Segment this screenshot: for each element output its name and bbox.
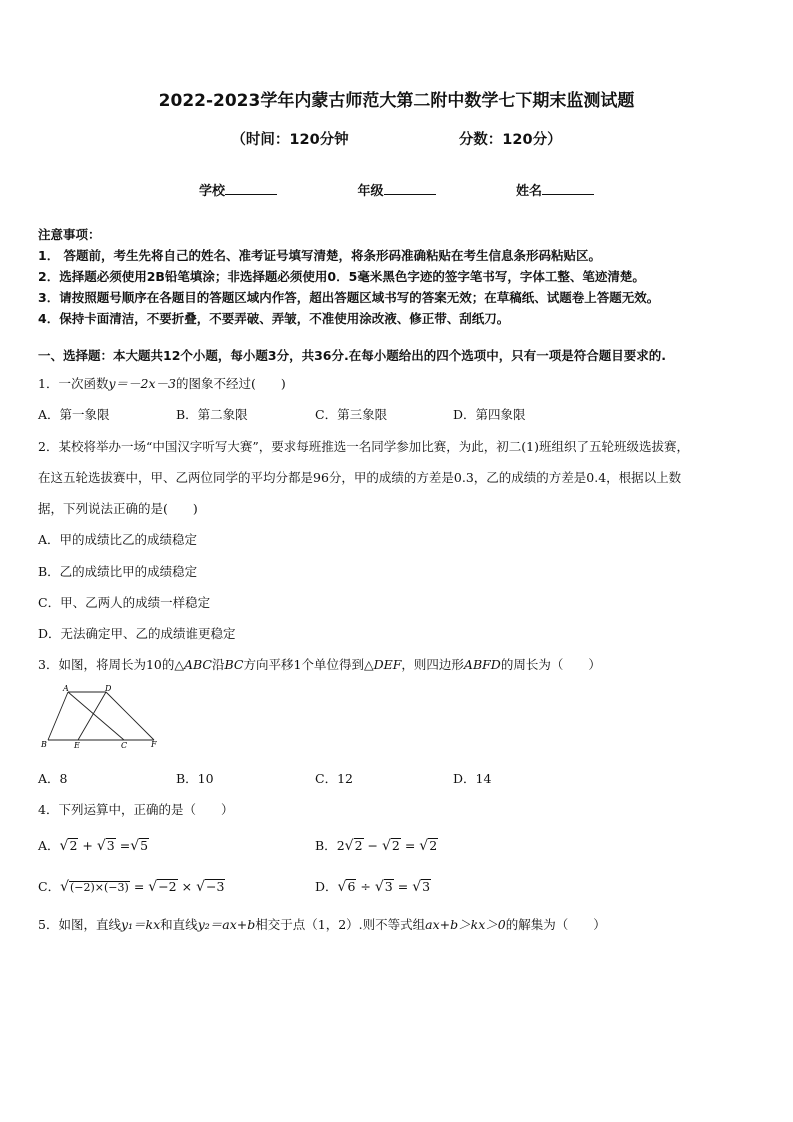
- label-f: F: [151, 740, 157, 749]
- notes-block: [38, 224, 659, 329]
- question-2-line: 据，下列说法正确的是( ): [38, 501, 198, 516]
- label-e: E: [74, 741, 80, 750]
- label-a: A: [63, 684, 69, 693]
- q3-option-a[interactable]: A．8: [38, 771, 68, 786]
- section-heading: 一、选择题：本大题共12个小题，每小题3分，共36分.在每小题给出的四个选项中，只有一项是符合题目要求的.: [38, 348, 666, 363]
- exam-title: 2022-2023学年内蒙古师范大第二附中数学七下期末监测试题: [158, 91, 635, 111]
- grade-field[interactable]: 年级: [357, 180, 435, 199]
- exam-subtitle: [0, 128, 793, 149]
- q4-option-b[interactable]: B．2√2 − √2 = √2: [315, 838, 438, 854]
- question-2-line: 在这五轮选拔赛中，甲、乙两位同学的平均分都是96分，甲的成绩的方差是0.3，乙的成绩的方差是0.4，根据以上数: [38, 470, 682, 485]
- note-item: 1． 答题前，考生先将自己的姓名、准考证号填写清楚，将条形码准确粘贴在考生信息条形码粘贴区。: [38, 248, 602, 263]
- q1-option-d[interactable]: D．第四象限: [453, 407, 526, 422]
- translation-figure: [38, 684, 168, 750]
- question-4-stem: 4．下列运算中，正确的是（ ）: [38, 802, 234, 817]
- q2-option-d[interactable]: D．无法确定甲、乙的成绩谁更稳定: [38, 626, 236, 641]
- question-2-line: 2．某校将举办一场“中国汉字听写大赛”，要求每班推选一名同学参加比赛，为此，初二(1)班组织了五轮班级选拔赛，: [38, 439, 689, 454]
- q1-option-c[interactable]: C．第三象限: [315, 407, 388, 422]
- question-3-stem: 3．如图，将周长为10的△ABC沿BC方向平移1个单位得到△DEF，则四边形ABFD的周长为（ ）: [38, 657, 601, 672]
- name-field[interactable]: 姓名: [516, 180, 594, 199]
- q3-option-d[interactable]: D．14: [453, 771, 492, 786]
- label-d: D: [105, 684, 112, 693]
- q2-option-c[interactable]: C．甲、乙两人的成绩一样稳定: [38, 595, 211, 610]
- student-info-fields: [0, 180, 793, 199]
- q4-option-a[interactable]: A．√2 + √3 =√5: [38, 838, 149, 854]
- note-item: 3．请按照题号顺序在各题目的答题区域内作答，超出答题区域书写的答案无效；在草稿纸、试题卷上答题无效。: [38, 290, 660, 305]
- q2-option-b[interactable]: B．乙的成绩比甲的成绩稳定: [38, 564, 198, 579]
- q3-option-c[interactable]: C．12: [315, 771, 353, 786]
- school-field[interactable]: 学校: [199, 180, 277, 199]
- q4-option-d[interactable]: D．√6 ÷ √3 = √3: [315, 879, 431, 895]
- label-b: B: [41, 740, 47, 749]
- q1-option-b[interactable]: B．第二象限: [176, 407, 248, 422]
- notes-heading: 注意事项：: [38, 227, 101, 242]
- q1-option-a[interactable]: A．第一象限: [38, 407, 110, 422]
- q3-option-b[interactable]: B．10: [176, 771, 214, 786]
- note-item: 2．选择题必须使用2B铅笔填涂；非选择题必须使用0．5毫米黑色字迹的签字笔书写，字体工整、笔迹清楚。: [38, 269, 645, 284]
- score-label: 分数：120分）: [458, 132, 562, 148]
- time-label: （时间：120分钟: [231, 132, 349, 148]
- q4-option-c[interactable]: C．√(−2)×(−3) = √−2 × √−3: [38, 879, 225, 895]
- note-item: 4．保持卡面清洁，不要折叠，不要弄破、弄皱，不准使用涂改液、修正带、刮纸刀。: [38, 311, 510, 326]
- label-c: C: [121, 741, 128, 750]
- q2-option-a[interactable]: A．甲的成绩比乙的成绩稳定: [38, 532, 198, 547]
- question-1-stem: 1．一次函数y＝－2x－3的图象不经过( ): [38, 376, 286, 391]
- question-5-stem: 5．如图，直线y₁＝kx和直线y₂＝ax+b相交于点（1，2）.则不等式组ax+b＞kx＞0的解集为（ ）: [38, 917, 606, 932]
